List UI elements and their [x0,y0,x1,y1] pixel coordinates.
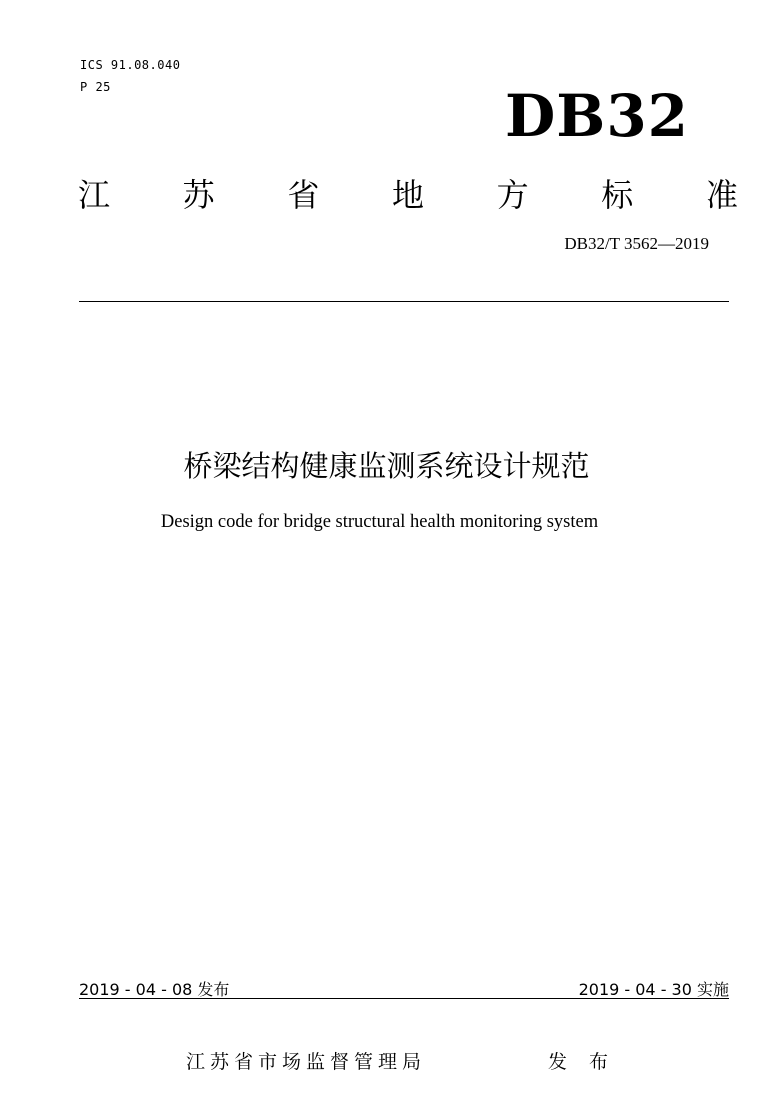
standard-type-char: 省 [287,176,320,214]
title-chinese [0,444,783,485]
standard-type-char: 方 [496,176,529,214]
standard-code-logo: DB32 [505,82,690,150]
standard-type-char: 苏 [182,176,215,214]
standard-type-char: 准 [705,176,738,214]
title-english-text: Design code for bridge structural health monitoring system [160,512,599,532]
bottom-divider [79,998,729,999]
title-chinese-text: 桥梁结构健康监测系统设计规范 [183,449,590,483]
issue-date: 2019 - 04 - 08 发布 [79,980,230,999]
standard-type-heading [78,170,738,216]
ccs-code: P 25 [80,80,111,94]
publish-label: 发 布 [548,1051,617,1073]
standard-type-char: 地 [391,176,424,214]
implementation-date: 2019 - 04 - 30 实施 [578,980,729,999]
ics-code: ICS 91.08.040 [80,58,181,72]
issuing-authority: 江苏省市场监督管理局 [186,1051,427,1073]
title-english [0,512,783,533]
standard-number: DB32/T 3562—2019 [564,234,709,253]
standard-type-char: 标 [601,176,634,214]
standard-type-char: 江 [78,176,111,214]
top-divider [79,301,729,302]
